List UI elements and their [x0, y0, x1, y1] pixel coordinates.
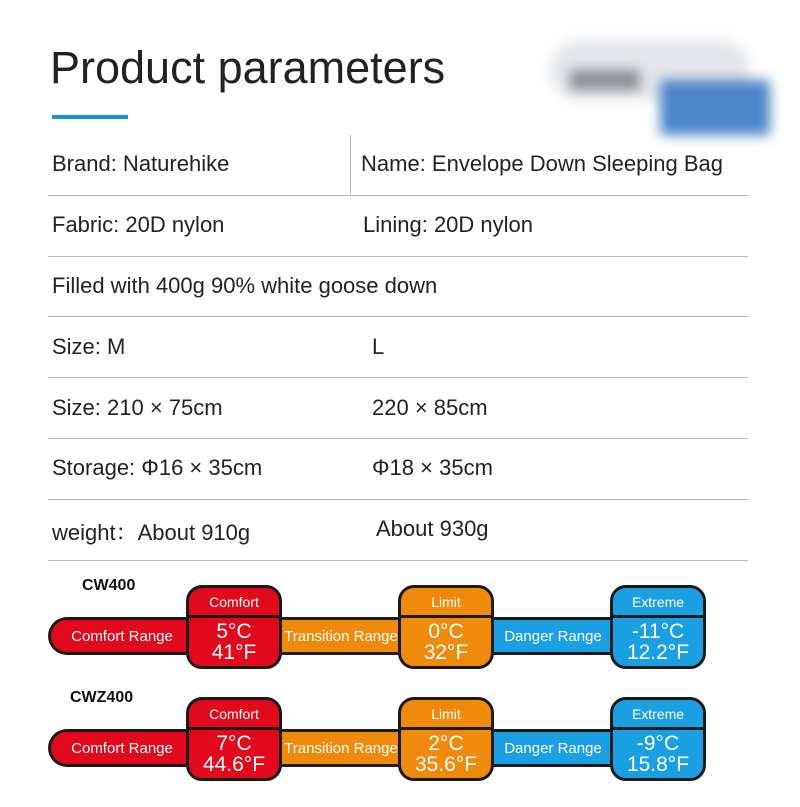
- divider: [48, 316, 748, 317]
- page-title: Product parameters: [50, 42, 446, 93]
- column-divider: [350, 135, 351, 195]
- limit-box: Limit 2°C 35.6°F: [398, 697, 494, 781]
- dimensions-l-cell: 220 × 85cm: [372, 395, 488, 420]
- dimensions-m-cell: Size: 210 × 75cm: [52, 395, 223, 420]
- temperature-diagram-cwz400: [0, 689, 800, 807]
- temperature-diagram-cw400: [0, 577, 800, 695]
- model-label: CW400: [82, 577, 136, 594]
- product-image: [540, 20, 775, 135]
- divider: [48, 438, 748, 439]
- comfort-range-bar: Comfort Range: [48, 617, 193, 655]
- model-label: CWZ400: [70, 689, 134, 706]
- danger-range-bar: Danger Range: [491, 729, 615, 767]
- weight-m-cell: weight：About 910g: [52, 520, 251, 545]
- fabric-cell: Fabric: 20D nylon: [52, 212, 225, 237]
- limit-box: Limit 0°C 32°F: [398, 585, 494, 669]
- comfort-box: Comfort 7°C 44.6°F: [186, 697, 282, 781]
- comfort-range-bar: Comfort Range: [48, 729, 193, 767]
- extreme-box: Extreme -9°C 15.8°F: [610, 697, 706, 781]
- divider: [48, 499, 748, 500]
- weight-l-cell: About 930g: [376, 516, 489, 541]
- transition-range-bar: Transition Range: [279, 729, 403, 767]
- size-l-cell: L: [372, 334, 385, 359]
- transition-range-bar: Transition Range: [279, 617, 403, 655]
- size-m-cell: Size: M: [52, 334, 126, 359]
- name-cell: Name: Envelope Down Sleeping Bag: [361, 151, 724, 176]
- divider: [48, 195, 748, 196]
- fill-cell: Filled with 400g 90% white goose down: [52, 273, 438, 298]
- divider: [48, 560, 748, 561]
- divider: [48, 377, 748, 378]
- storage-l-cell: Φ18 × 35cm: [372, 455, 493, 480]
- divider: [48, 256, 748, 257]
- storage-m-cell: Storage: Φ16 × 35cm: [52, 455, 263, 480]
- extreme-box: Extreme -11°C 12.2°F: [610, 585, 706, 669]
- danger-range-bar: Danger Range: [491, 617, 615, 655]
- title-underline: [52, 115, 128, 119]
- comfort-box: Comfort 5°C 41°F: [186, 585, 282, 669]
- lining-cell: Lining: 20D nylon: [363, 212, 534, 237]
- brand-cell: Brand: Naturehike: [52, 151, 230, 176]
